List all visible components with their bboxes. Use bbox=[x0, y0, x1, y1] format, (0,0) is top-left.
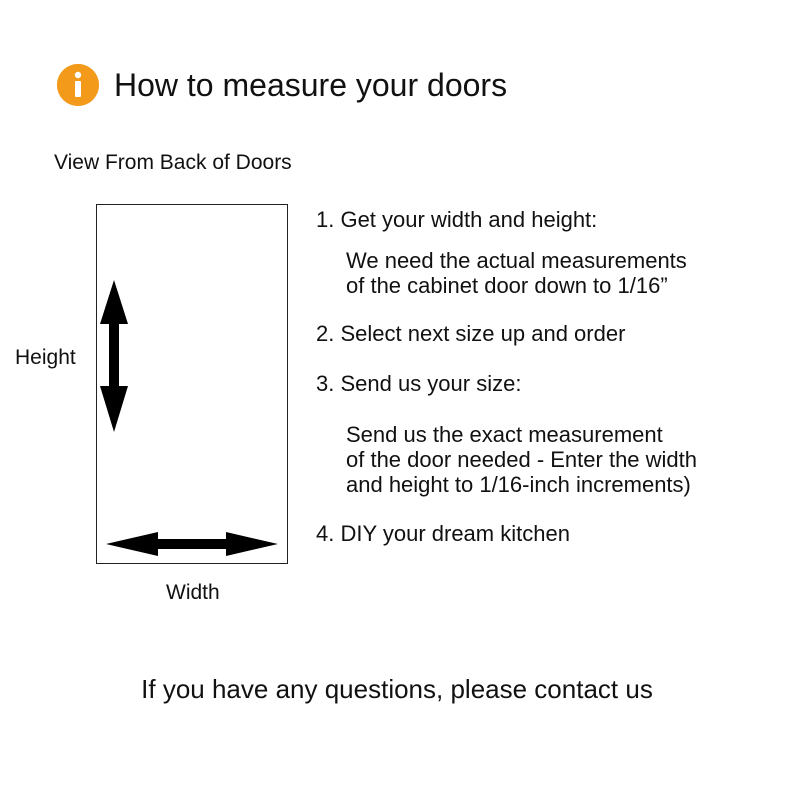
step-3-body-line: of the door needed - Enter the width bbox=[346, 447, 698, 472]
step-2-heading: 2. Select next size up and order bbox=[316, 321, 626, 346]
step-3-heading: 3. Send us your size: bbox=[316, 371, 522, 396]
step-1-body-line: We need the actual measurements bbox=[346, 248, 687, 273]
step-1-body bbox=[316, 248, 687, 298]
step-3-body-line: Send us the exact measurement bbox=[346, 422, 663, 447]
info-icon bbox=[57, 64, 99, 106]
step-3-body bbox=[316, 422, 697, 497]
step-1-body-line: of the cabinet door down to 1/16” bbox=[346, 273, 668, 298]
width-label: Width bbox=[166, 581, 220, 604]
page-title: How to measure your doors bbox=[114, 67, 508, 103]
contact-text: If you have any questions, please contact us bbox=[141, 674, 653, 704]
step-1-heading: 1. Get your width and height: bbox=[316, 207, 598, 232]
door-outline bbox=[96, 204, 288, 564]
step-4-heading: 4. DIY your dream kitchen bbox=[316, 521, 570, 546]
diagram-caption: View From Back of Doors bbox=[54, 151, 292, 174]
step-3-body-line: and height to 1/16-inch increments) bbox=[346, 472, 691, 497]
height-label: Height bbox=[15, 346, 76, 369]
